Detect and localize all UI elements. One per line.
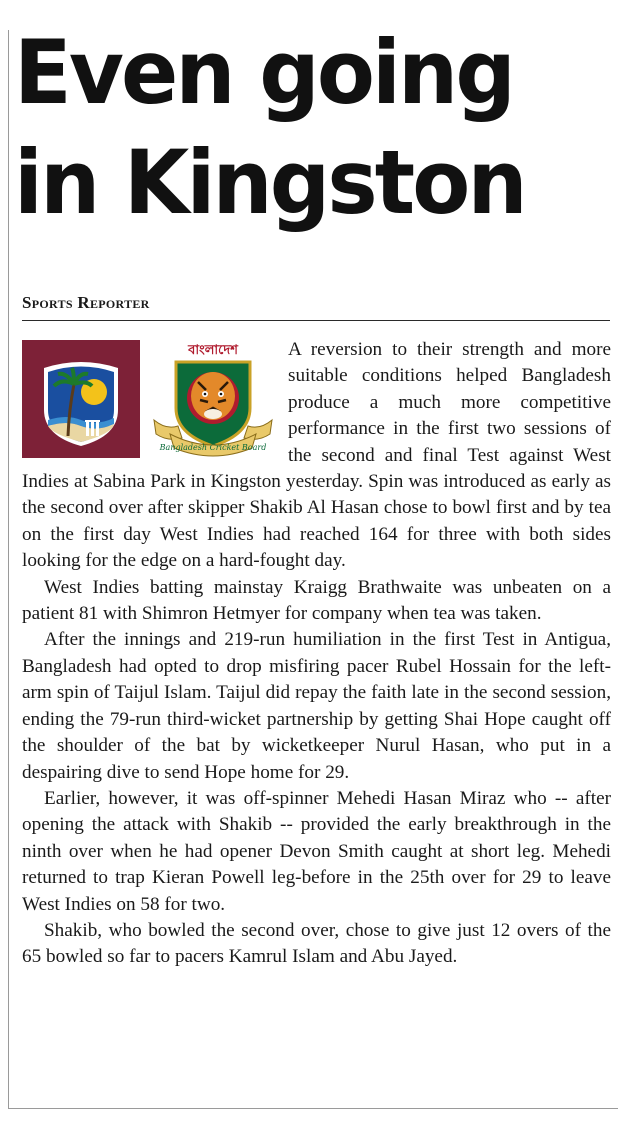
bcb-script-text: বাংলাদেশ	[188, 343, 238, 358]
headline-line-1: Even going	[14, 21, 513, 124]
headline-line-2: in Kingston	[14, 131, 525, 234]
left-column-rule	[8, 30, 9, 1108]
article-paragraph-3: After the innings and 219-run humiliation in the first Test in Antigua, Bangladesh had opted to drop misfiring pacer Rubel Hossain for the left-arm spin of Taijul Islam. Taijul did repay the faith late in the second session, ending the 79-run third-wicket partnership by getting Shai Hope caught off the shoulder of the bat by wicketkeeper Nurul Hasan, who put in a despairing dive to send Hope home for 29.	[22, 629, 611, 783]
article-paragraph-5: Shakib, who bowled the second over, chose to give just 12 overs of the 65 bowled so far to pacers Kamrul Islam and Abu Jayed.	[22, 919, 611, 968]
byline-divider	[22, 320, 610, 321]
article-paragraph-1: A reversion to their strength and more suitable conditions helped Bangladesh produce a much more competitive performance in the first two sessions of the second and final Test against West Indies at Sabina Park in Kingston yesterday. Spin was introduced as early as the second over after skipper Shakib Al Hasan chose to bowl first and by tea on the first day West Indies had reached 164 for three with both sides looking for the edge on a hard-fought day.	[22, 339, 611, 572]
headline	[14, 18, 594, 238]
bcb-ribbon-text: Bangladesh Cricket Board	[159, 443, 267, 452]
article-body	[22, 337, 611, 971]
logo-float-space	[22, 337, 288, 467]
article-paragraph-4: Earlier, however, it was off-spinner Mehedi Hasan Miraz who -- after opening the attack with Shakib -- provided the early breakthrough in the ninth over when he had opener Devon Smith caught at short leg. Mehedi returned to trap Kieran Powell leg-before in the 25th over for 29 to leave West Indies on 58 for two.	[22, 787, 611, 915]
byline: Sports Reporter	[22, 293, 150, 312]
bottom-column-rule	[8, 1108, 618, 1109]
article-paragraph-2: West Indies batting mainstay Kraigg Brathwaite was unbeaten on a patient 81 with Shimron Hetmyer for company when tea was taken.	[22, 576, 611, 625]
